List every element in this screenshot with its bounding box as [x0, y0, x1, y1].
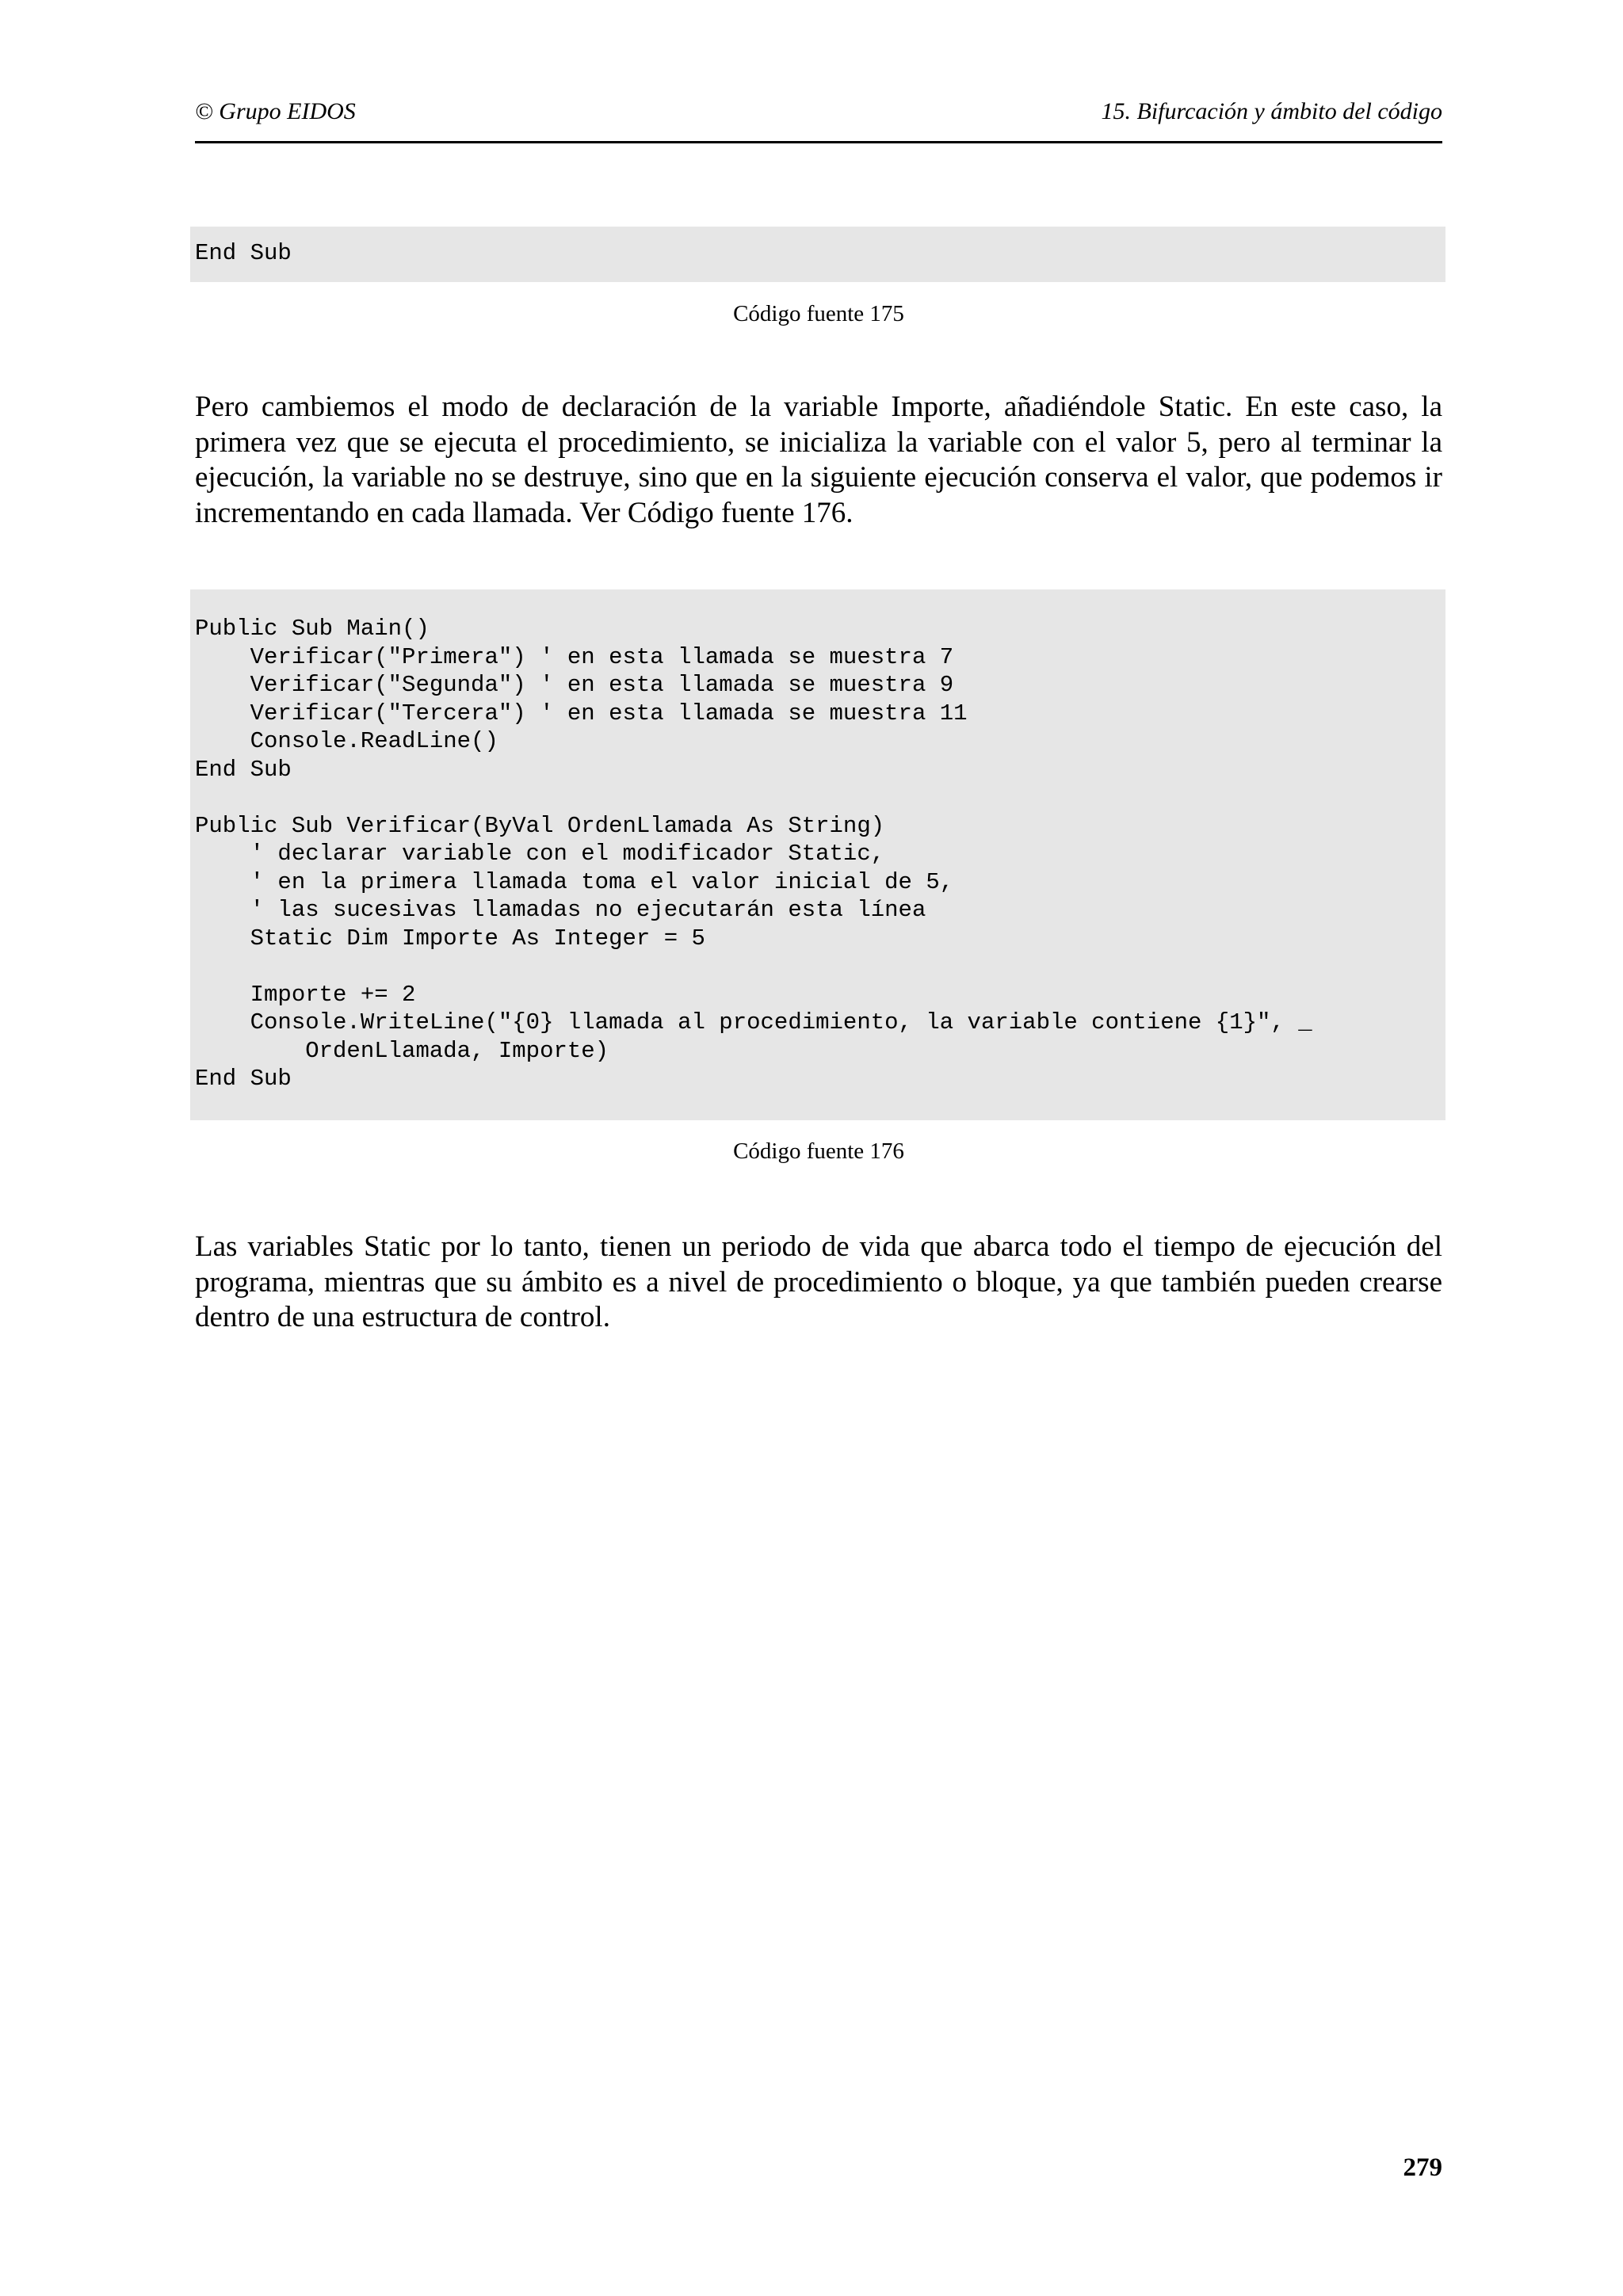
- body-paragraph-1: Pero cambiemos el modo de declaración de la variable Importe, añadiéndole Static. En este caso, la primera vez que se ejecuta el procedimiento, se inicializa la variable con el valor 5, pero al terminar la ejecución, la variable no se destruye, sino que en la siguiente ejecución conserva el valor, que podemos ir incrementando en cada llamada. Ver Código fuente 176.: [195, 391, 1442, 529]
- code-block-176: Public Sub Main() Verificar("Primera") ' en esta llamada se muestra 7 Verificar("Segunda") ' en esta llamada se muestra 9 Verificar("Tercera") ' en esta llamada se muestra 11 Console.ReadLine() End Sub Public Sub Verificar(ByVal OrdenLlamada As String) ' declarar variable con el modificador Static, ' en la primera llamada toma el valor inicial de 5, ' las sucesivas llamadas no ejecutarán esta línea Static Dim Importe As Integer = 5 Importe += 2 Console.WriteLine("{0} llamada al procedimiento, la variable contiene {1}", _ OrdenLlamada, Importe) End Sub: [190, 589, 1445, 1120]
- page-number: 279: [1403, 2153, 1442, 2182]
- code-caption-176: Código fuente 176: [733, 1138, 904, 1164]
- code-caption-175: Código fuente 175: [733, 301, 904, 326]
- body-paragraph-2: Las variables Static por lo tanto, tienen un periodo de vida que abarca todo el tiempo de ejecución del programa, mientras que su ámbito es a nivel de procedimiento o bloque, ya que también pueden crearse dentro de una estructura de control.: [195, 1230, 1442, 1333]
- header-chapter-title: 15. Bifurcación y ámbito del código: [1101, 98, 1442, 124]
- header-publisher: © Grupo EIDOS: [195, 98, 356, 124]
- page-header: [195, 93, 1442, 143]
- code-block-175: End Sub: [190, 227, 1445, 282]
